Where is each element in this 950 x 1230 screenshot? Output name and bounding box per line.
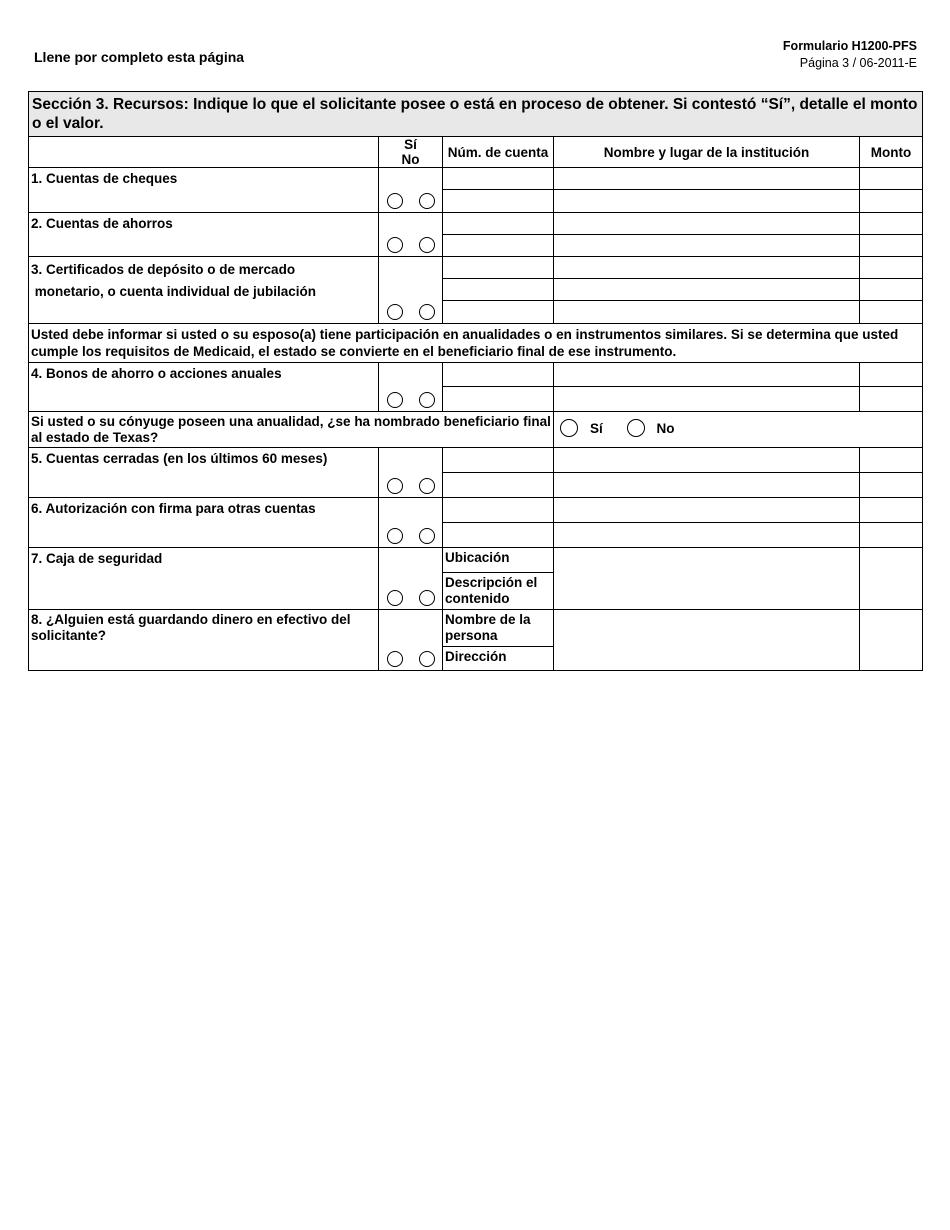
bonds-institution-1[interactable] xyxy=(554,363,860,387)
closed-institution-1[interactable] xyxy=(554,448,860,473)
cd-amount-2[interactable] xyxy=(860,279,923,301)
bonds-account-1[interactable] xyxy=(443,363,554,387)
beneficiary-options xyxy=(554,412,923,448)
checking-amount-1[interactable] xyxy=(860,168,923,190)
page-instruction: Llene por completo esta página xyxy=(34,49,245,65)
closed-no-radio[interactable] xyxy=(419,478,435,494)
closed-amount-2[interactable] xyxy=(860,473,923,498)
row-bonds-radios xyxy=(379,363,443,412)
col-no: No xyxy=(401,152,420,167)
safebox-details[interactable] xyxy=(554,548,860,610)
signature-amount-1[interactable] xyxy=(860,498,923,523)
checking-amount-2[interactable] xyxy=(860,190,923,213)
beneficiary-no-option[interactable] xyxy=(627,419,675,437)
bonds-amount-2[interactable] xyxy=(860,387,923,412)
closed-account-1[interactable] xyxy=(443,448,554,473)
safebox-location-label: Ubicación xyxy=(443,548,554,573)
col-institution: Nombre y lugar de la institución xyxy=(554,137,860,168)
cash-person-label: Nombre de la persona xyxy=(443,610,554,647)
closed-institution-2[interactable] xyxy=(554,473,860,498)
cd-institution-3[interactable] xyxy=(554,301,860,324)
signature-amount-2[interactable] xyxy=(860,523,923,548)
cd-institution-2[interactable] xyxy=(554,279,860,301)
savings-amount-2[interactable] xyxy=(860,235,923,257)
row-closed-radios xyxy=(379,448,443,498)
cd-account-1[interactable] xyxy=(443,257,554,279)
row-safebox-radios xyxy=(379,548,443,610)
savings-account-2[interactable] xyxy=(443,235,554,257)
signature-si-radio[interactable] xyxy=(387,528,403,544)
savings-si-radio[interactable] xyxy=(387,237,403,253)
bonds-amount-1[interactable] xyxy=(860,363,923,387)
signature-no-radio[interactable] xyxy=(419,528,435,544)
cd-amount-3[interactable] xyxy=(860,301,923,324)
signature-account-2[interactable] xyxy=(443,523,554,548)
checking-institution-2[interactable] xyxy=(554,190,860,213)
checking-account-1[interactable] xyxy=(443,168,554,190)
row-signature-radios xyxy=(379,498,443,548)
bonds-institution-2[interactable] xyxy=(554,387,860,412)
col-account: Núm. de cuenta xyxy=(443,137,554,168)
cash-amount[interactable] xyxy=(860,610,923,671)
signature-account-1[interactable] xyxy=(443,498,554,523)
bonds-no-radio[interactable] xyxy=(419,392,435,408)
row-closed-label: 5. Cuentas cerradas (en los últimos 60 meses) xyxy=(29,448,379,498)
blank-header xyxy=(29,137,379,168)
row-cd-radios xyxy=(379,257,443,324)
savings-account-1[interactable] xyxy=(443,213,554,235)
section-title: Sección 3. Recursos: Indique lo que el solicitante posee o está en proceso de obtener. Si contestó “Sí”, detalle el monto o el valor. xyxy=(29,92,923,137)
row-savings-label: 2. Cuentas de ahorros xyxy=(29,213,379,257)
cash-details[interactable] xyxy=(554,610,860,671)
cash-si-radio[interactable] xyxy=(387,651,403,667)
beneficiary-si-radio[interactable] xyxy=(560,419,578,437)
cd-amount-1[interactable] xyxy=(860,257,923,279)
cash-no-radio[interactable] xyxy=(419,651,435,667)
closed-amount-1[interactable] xyxy=(860,448,923,473)
col-si: Sí xyxy=(404,137,417,152)
row-checking-label: 1. Cuentas de cheques xyxy=(29,168,379,213)
savings-no-radio[interactable] xyxy=(419,237,435,253)
cd-institution-1[interactable] xyxy=(554,257,860,279)
col-amount: Monto xyxy=(860,137,923,168)
row-savings-radios xyxy=(379,213,443,257)
form-id: Formulario H1200-PFS xyxy=(782,39,917,53)
safebox-si-radio[interactable] xyxy=(387,590,403,606)
bonds-account-2[interactable] xyxy=(443,387,554,412)
cd-account-3[interactable] xyxy=(443,301,554,324)
closed-si-radio[interactable] xyxy=(387,478,403,494)
closed-account-2[interactable] xyxy=(443,473,554,498)
beneficiary-si-label: Sí xyxy=(590,420,603,436)
cd-label-line1: 3. Certificados de depósito o de mercado xyxy=(31,262,296,277)
safebox-amount[interactable] xyxy=(860,548,923,610)
form-header xyxy=(783,38,917,72)
signature-institution-1[interactable] xyxy=(554,498,860,523)
beneficiary-si-option[interactable] xyxy=(560,419,603,437)
cd-account-2[interactable] xyxy=(443,279,554,301)
row-bonds-label: 4. Bonos de ahorro o acciones anuales xyxy=(29,363,379,412)
si-no-header xyxy=(379,137,443,168)
beneficiary-no-label: No xyxy=(656,420,675,436)
cash-address-label: Dirección xyxy=(443,647,554,671)
checking-no-radio[interactable] xyxy=(419,193,435,209)
checking-account-2[interactable] xyxy=(443,190,554,213)
beneficiary-no-radio[interactable] xyxy=(627,419,645,437)
savings-institution-2[interactable] xyxy=(554,235,860,257)
annuity-note: Usted debe informar si usted o su esposo(a) tiene participación en anualidades o en instrumentos similares. Si se determina que usted cumple los requisitos de Medicaid, el estado se convierte en el beneficiario final de ese instrumento. xyxy=(29,324,923,363)
row-cash-radios xyxy=(379,610,443,671)
beneficiary-question: Si usted o su cónyuge poseen una anualidad, ¿se ha nombrado beneficiario final al estado de Texas? xyxy=(29,412,554,448)
row-checking-radios xyxy=(379,168,443,213)
signature-institution-2[interactable] xyxy=(554,523,860,548)
cd-label-line2: monetario, o cuenta individual de jubilación xyxy=(31,284,317,299)
resources-table xyxy=(28,91,923,671)
cd-si-radio[interactable] xyxy=(387,304,403,320)
checking-institution-1[interactable] xyxy=(554,168,860,190)
safebox-no-radio[interactable] xyxy=(419,590,435,606)
row-cd-label xyxy=(29,257,379,324)
page-info: Página 3 / 06-2011-E xyxy=(799,56,917,70)
cd-no-radio[interactable] xyxy=(419,304,435,320)
checking-si-radio[interactable] xyxy=(387,193,403,209)
safebox-description-label: Descripción el contenido xyxy=(443,573,554,610)
bonds-si-radio[interactable] xyxy=(387,392,403,408)
savings-institution-1[interactable] xyxy=(554,213,860,235)
row-cash-label: 8. ¿Alguien está guardando dinero en efectivo del solicitante? xyxy=(29,610,379,671)
row-signature-label: 6. Autorización con firma para otras cuentas xyxy=(29,498,379,548)
savings-amount-1[interactable] xyxy=(860,213,923,235)
row-safebox-label: 7. Caja de seguridad xyxy=(29,548,379,610)
